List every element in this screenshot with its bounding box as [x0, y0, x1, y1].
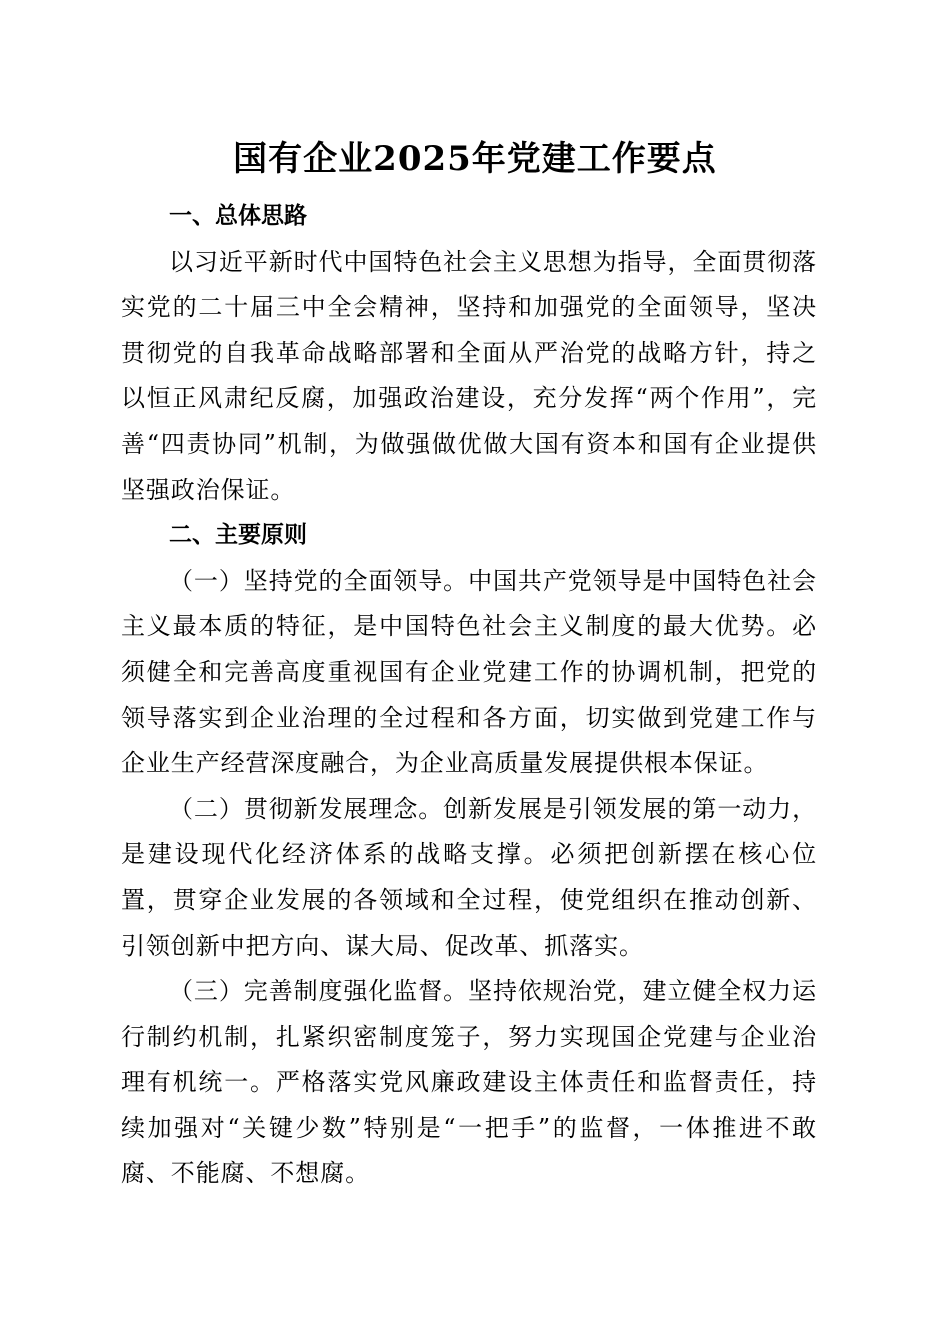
principle-text-3: 坚持依规治党，建立健全权力运行制约机制，扎紧织密制度笼子，努力实现国企党建与企业治理有机统一。严格落实党风廉政建设主体责任和监督责任，持续加强对“关键少数”特别是“一把手”的监督，一体推进不敢腐、不能腐、不想腐。 [121, 977, 817, 1188]
overall-approach-paragraph: 以习近平新时代中国特色社会主义思想为指导，全面贯彻落实党的二十届三中全会精神，坚持和加强党的全面领导，坚决贯彻党的自我革命战略部署和全面从严治党的战略方针，持之以恒正风肃纪反腐，加强政治建设，充分发挥“两个作用”，完善“四责协同”机制，为做强做优做大国有资本和国有企业提供坚强政治保证。 [121, 247, 817, 504]
document-title: 国有企业2025年党建工作要点 [233, 139, 717, 179]
section-heading-overall-approach: 一、总体思路 [169, 203, 307, 229]
principle-lead-3: （三）完善制度强化监督。 [169, 977, 469, 1006]
principle-text-1: 中国共产党领导是中国特色社会主义最本质的特征，是中国特色社会主义制度的最大优势。必须健全和完善高度重视国有企业党建工作的协调机制，把党的领导落实到企业治理的全过程和各方面，切实做到党建工作与企业生产经营深度融合，为企业高质量发展提供根本保证。 [121, 566, 817, 778]
principle-text-2: 创新发展是引领发展的第一动力，是建设现代化经济体系的战略支撑。必须把创新摆在核心位置，贯穿企业发展的各领域和全过程，使党组织在推动创新、引领创新中把方向、谋大局、促改革、抓落实。 [121, 794, 818, 960]
principle-paragraph-3 [121, 969, 817, 1197]
principle-paragraph-2 [121, 787, 817, 969]
principle-lead-2: （二）贯彻新发展理念。 [169, 794, 444, 823]
document-body [121, 194, 817, 1197]
section-heading-main-principles: 二、主要原则 [169, 522, 307, 549]
principle-paragraph-1 [121, 559, 817, 787]
principle-lead-1: （一）坚持党的全面领导。 [169, 566, 469, 595]
